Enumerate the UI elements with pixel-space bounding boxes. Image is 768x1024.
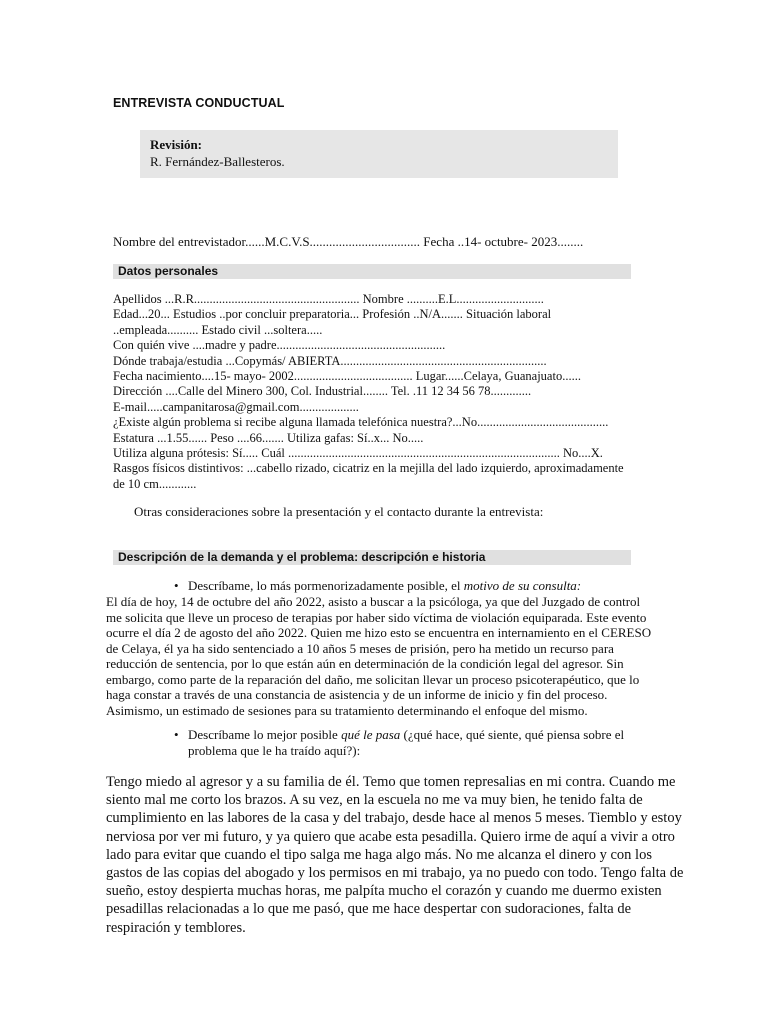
bullet-glyph: • [174, 578, 179, 593]
personal-line: Dónde trabaja/estudia ...Copymás/ ABIERTA.................................................................. [113, 353, 547, 368]
personal-line: de 10 cm............ [113, 476, 197, 491]
question-text: Descríbame lo mejor posible [188, 727, 342, 742]
answer-line: me solicita que lleve un proceso de terapias por haber sido víctima de violación equiparada. Este evento [106, 609, 647, 625]
other-considerations: Otras consideraciones sobre la presentación y el contacto durante la entrevista: [134, 504, 544, 519]
answer-line: respiración y temblores. [106, 919, 246, 936]
answer-line: ocurre el día 2 de agosto del año 2022. Quien me hizo esto se encuentra en internamiento en el CERESO [106, 625, 652, 640]
answer-line: de Celaya, él ya ha sido sentenciado a 10 años 5 meses de prisión, pero ha metido un recurso para [106, 640, 614, 656]
answer-motivo [106, 594, 651, 718]
answer-line: pesadillas relacionadas a lo que me pasó, que me hace despertar con sudoraciones, falta de [106, 901, 632, 918]
personal-line: E-mail.....campanitarosa@gmail.com................... [113, 399, 359, 414]
answer-line: nerviosa por ver mi futuro, y ya quiero que acabe esta pesadilla. Quiero irme de aquí a vivir a otro [106, 828, 675, 845]
section-personal-data [113, 264, 631, 279]
answer-line: sueño, estoy despierta muchas horas, me palpíta mucho el corazón y cuando me duermo existen [106, 883, 662, 900]
question-text-suffix: (¿qué hace, qué siente, qué piensa sobre el [400, 727, 625, 742]
question-italic: qué le pasa [341, 727, 401, 742]
personal-line: ..empleada.......... Estado civil ...soltera..... [113, 322, 323, 337]
revision-box [140, 130, 618, 178]
personal-line: Fecha nacimiento....15- mayo- 2002...................................... Lugar......Celaya, Guanajuato...... [113, 369, 581, 384]
personal-line: Apellidos ...R.R..................................................... Nombre ..........E.L............................ [113, 292, 544, 306]
answer-line: haga constar a través de una constancia de asistencia y de un informe de inicio y fin del proceso. [106, 687, 608, 702]
personal-line: Dirección ....Calle del Minero 300, Col. Industrial........ Tel. .11 12 34 56 78............. [113, 384, 532, 399]
answer-line: Tengo miedo al agresor y a su familia de él. Temo que tomen represalias en mi contra. Cuando me [106, 774, 676, 790]
personal-line: Con quién vive ....madre y padre...................................................... [113, 338, 446, 353]
revision-author: R. Fernández-Ballesteros. [150, 154, 285, 169]
personal-line: Utiliza alguna prótesis: Sí..... Cuál ....................................................................................... No....X. [113, 446, 603, 461]
question-italic: motivo de su consulta: [463, 578, 582, 593]
personal-line: Estatura ...1.55...... Peso ....66....... Utiliza gafas: Sí..x... No..... [113, 430, 424, 445]
document-title: ENTREVISTA CONDUCTUAL [113, 96, 285, 110]
personal-data-block [113, 292, 624, 492]
revision-label: Revisión: [150, 137, 202, 152]
answer-que-le-pasa [106, 773, 683, 937]
section-demand-title: Descripción de la demanda y el problema: descripción e historia [118, 550, 486, 564]
answer-line: gastos de las copias del abogado y los permisos en mi trabajo, ya no puedo con todo. Tengo falta de [106, 865, 684, 882]
answer-line: lado para evitar que cuando el tipo salga me haga algo más. No me alcanza el dinero y con los [106, 846, 652, 863]
question-motivo [174, 578, 581, 594]
question-text-line2: problema que le ha traído aquí?): [188, 742, 361, 758]
answer-line: Asimismo, un estimado de sesiones para su tratamiento determinando el enfoque del mismo. [106, 702, 588, 718]
personal-line: Rasgos físicos distintivos: ...cabello rizado, cicatriz en la mejilla del lado izquierdo, aproximadamente [113, 461, 624, 476]
question-que-le-pasa [174, 727, 624, 758]
section-demand [113, 550, 631, 565]
answer-line: El día de hoy, 14 de octubre del año 2022, asisto a buscar a la psicóloga, ya que del Juzgado de control [106, 594, 641, 609]
personal-line: Edad...20... Estudios ..por concluir preparatoria... Profesión ..N/A....... Situación laboral [113, 307, 552, 322]
answer-line: reducción de sentencia, por lo que están aún en determinación de la condición legal del agresor. Sin [106, 656, 624, 671]
answer-line: cumplimiento en las labores de la casa y del trabajo, desde hace al menos 5 meses. Tiemblo y estoy [106, 810, 682, 827]
question-text: Descríbame, lo más pormenorizadamente posible, el [188, 578, 464, 593]
personal-line: ¿Existe algún problema si recibe alguna llamada telefónica nuestra?...No.......................................... [113, 415, 609, 430]
bullet-glyph: • [174, 727, 179, 742]
answer-line: siento mal me corto los brazos. A su vez, en la escuela no me va muy bien, he tenido falta de [106, 792, 643, 809]
answer-line: embargo, como parte de la reparación del daño, me solicitan llevar un proceso psicoterapéutico, que lo [106, 671, 640, 687]
section-personal-title: Datos personales [118, 264, 219, 278]
interviewer-line: Nombre del entrevistador......M.C.V.S.................................. Fecha ..14- octubre- 2023........ [113, 234, 584, 249]
